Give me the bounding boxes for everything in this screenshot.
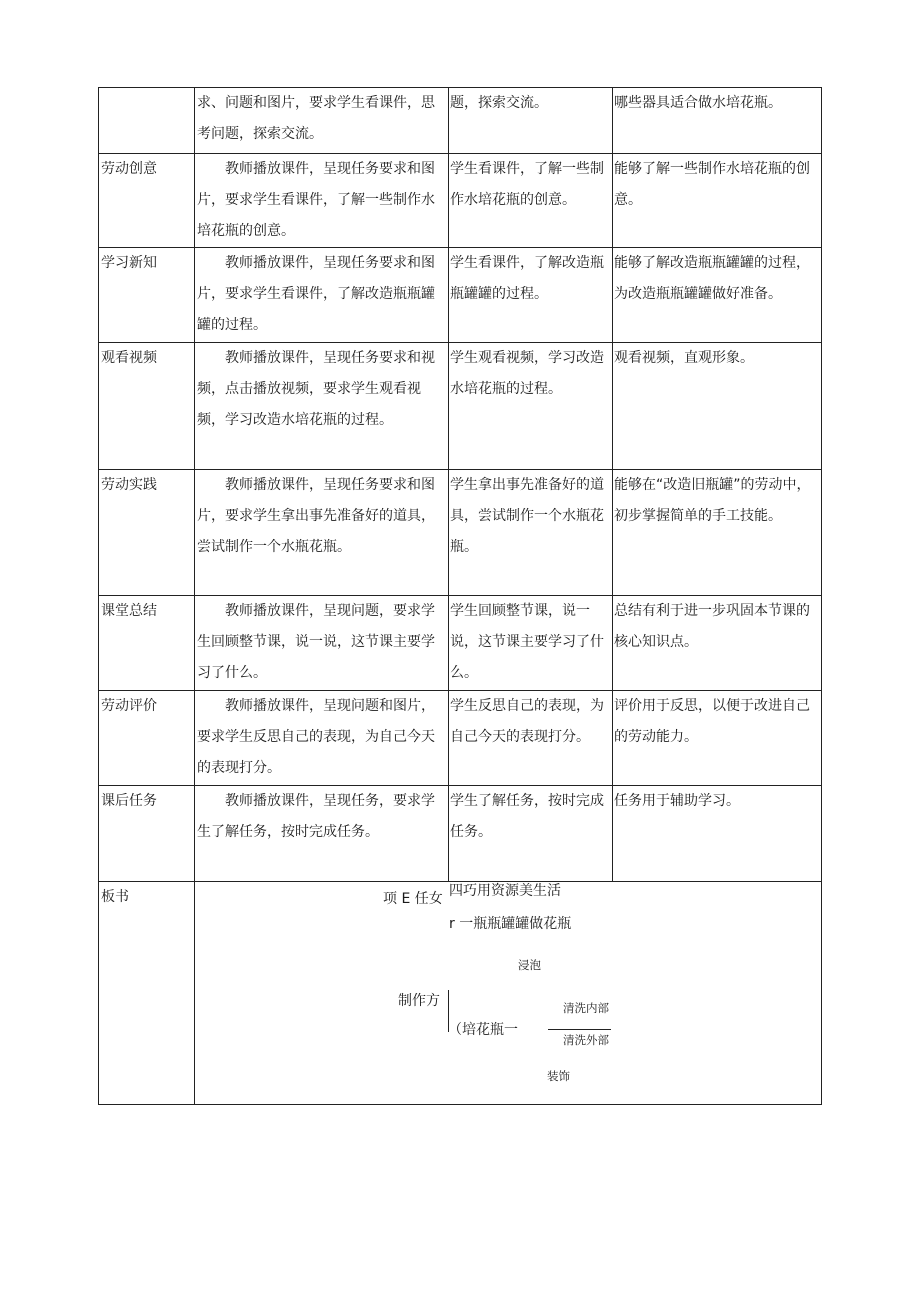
- board-label-cell: 板书: [99, 882, 195, 1105]
- teacher-activity-text: 教师播放课件，呈现任务，要求学生了解任务，按时完成任务。: [197, 793, 435, 840]
- student-activity-cell: 学生看课件，了解一些制作水培花瓶的创意。: [449, 154, 613, 248]
- stage-cell: 劳动创意: [99, 154, 195, 248]
- teacher-activity-text: 求、问题和图片，要求学生看课件，思考问题，探索交流。: [197, 95, 435, 142]
- stage-cell: 课后任务: [99, 786, 195, 882]
- teacher-activity-text: 教师播放课件，呈现任务要求和图片，要求学生拿出事先准备好的道具，尝试制作一个水瓶花瓶。: [197, 477, 435, 555]
- board-step-decorate: 装饰: [547, 1069, 570, 1083]
- stage-cell: 劳动实践: [99, 470, 195, 596]
- teacher-activity-cell: [195, 470, 449, 596]
- table-row: [99, 470, 822, 596]
- teacher-activity-text: 教师播放课件，呈现任务要求和图片，要求学生看课件，了解改造瓶瓶罐罐的过程。: [197, 255, 435, 333]
- stage-cell: 学习新知: [99, 248, 195, 343]
- teacher-activity-cell: [195, 154, 449, 248]
- teacher-activity-cell: [195, 248, 449, 343]
- table-row: [99, 88, 822, 154]
- design-intent-cell: 能够了解改造瓶瓶罐罐的过程，为改造瓶瓶罐罐做好准备。: [613, 248, 822, 343]
- teacher-activity-cell: [195, 343, 449, 470]
- board-branch-line: [548, 1029, 611, 1030]
- board-step-outer-clean: 清洗外部: [563, 1033, 609, 1047]
- stage-cell: [99, 88, 195, 154]
- board-bracket-line: [448, 990, 449, 1032]
- stage-cell: 课堂总结: [99, 596, 195, 691]
- design-intent-cell: 哪些器具适合做水培花瓶。: [613, 88, 822, 154]
- student-activity-cell: 学生反思自己的表现，为自己今天的表现打分。: [449, 691, 613, 786]
- design-intent-cell: 观看视频，直观形象。: [613, 343, 822, 470]
- lesson-plan-table: [98, 87, 822, 1105]
- teacher-activity-cell: [195, 88, 449, 154]
- board-method-label: 制作方: [398, 993, 440, 1009]
- table-row: [99, 786, 822, 882]
- design-intent-cell: 能够了解一些制作水培花瓶的创意。: [613, 154, 822, 248]
- stage-cell: 劳动评价: [99, 691, 195, 786]
- design-intent-cell: 总结有利于进一步巩固本节课的核心知识点。: [613, 596, 822, 691]
- board-title-line2: r 一瓶瓶罐罐做花瓶: [449, 916, 572, 932]
- student-activity-cell: 题，探索交流。: [449, 88, 613, 154]
- teacher-activity-text: 教师播放课件，呈现任务要求和图片，要求学生看课件，了解一些制作水培花瓶的创意。: [197, 161, 435, 239]
- teacher-activity-cell: [195, 786, 449, 882]
- board-content-cell: [195, 882, 822, 1105]
- teacher-activity-text: 教师播放课件，呈现问题和图片，要求学生反思自己的表现，为自己今天的表现打分。: [197, 698, 435, 776]
- student-activity-cell: 学生观看视频，学习改造水培花瓶的过程。: [449, 343, 613, 470]
- student-activity-cell: 学生回顾整节课，说一说，这节课主要学习了什么。: [449, 596, 613, 691]
- student-activity-cell: 学生看课件，了解改造瓶瓶罐罐的过程。: [449, 248, 613, 343]
- table-row: [99, 596, 822, 691]
- board-project-label: 项 E 任女: [383, 891, 443, 907]
- stage-cell: 观看视频: [99, 343, 195, 470]
- table-row: [99, 691, 822, 786]
- teacher-activity-cell: [195, 596, 449, 691]
- teacher-activity-cell: [195, 691, 449, 786]
- teacher-activity-text: 教师播放课件，呈现任务要求和视频，点击播放视频，要求学生观看视频，学习改造水培花瓶的过程。: [197, 350, 435, 428]
- teacher-activity-text: 教师播放课件，呈现问题，要求学生回顾整节课，说一说，这节课主要学习了什么。: [197, 603, 435, 681]
- board-vase-label: （培花瓶一: [448, 1022, 518, 1038]
- student-activity-cell: 学生拿出事先准备好的道具，尝试制作一个水瓶花瓶。: [449, 470, 613, 596]
- table-row: [99, 343, 822, 470]
- student-activity-cell: 学生了解任务，按时完成任务。: [449, 786, 613, 882]
- table-row: [99, 248, 822, 343]
- design-intent-cell: 评价用于反思，以便于改进自己的劳动能力。: [613, 691, 822, 786]
- design-intent-cell: 任务用于辅助学习。: [613, 786, 822, 882]
- board-row: [99, 882, 822, 1105]
- board-title-line1: 四巧用资源美生活: [449, 883, 561, 899]
- table-row: [99, 154, 822, 248]
- board-step-soak: 浸泡: [518, 958, 541, 972]
- board-step-inner-clean: 清洗内部: [563, 1001, 609, 1015]
- design-intent-cell: 能够在“改造旧瓶罐”的劳动中，初步掌握简单的手工技能。: [613, 470, 822, 596]
